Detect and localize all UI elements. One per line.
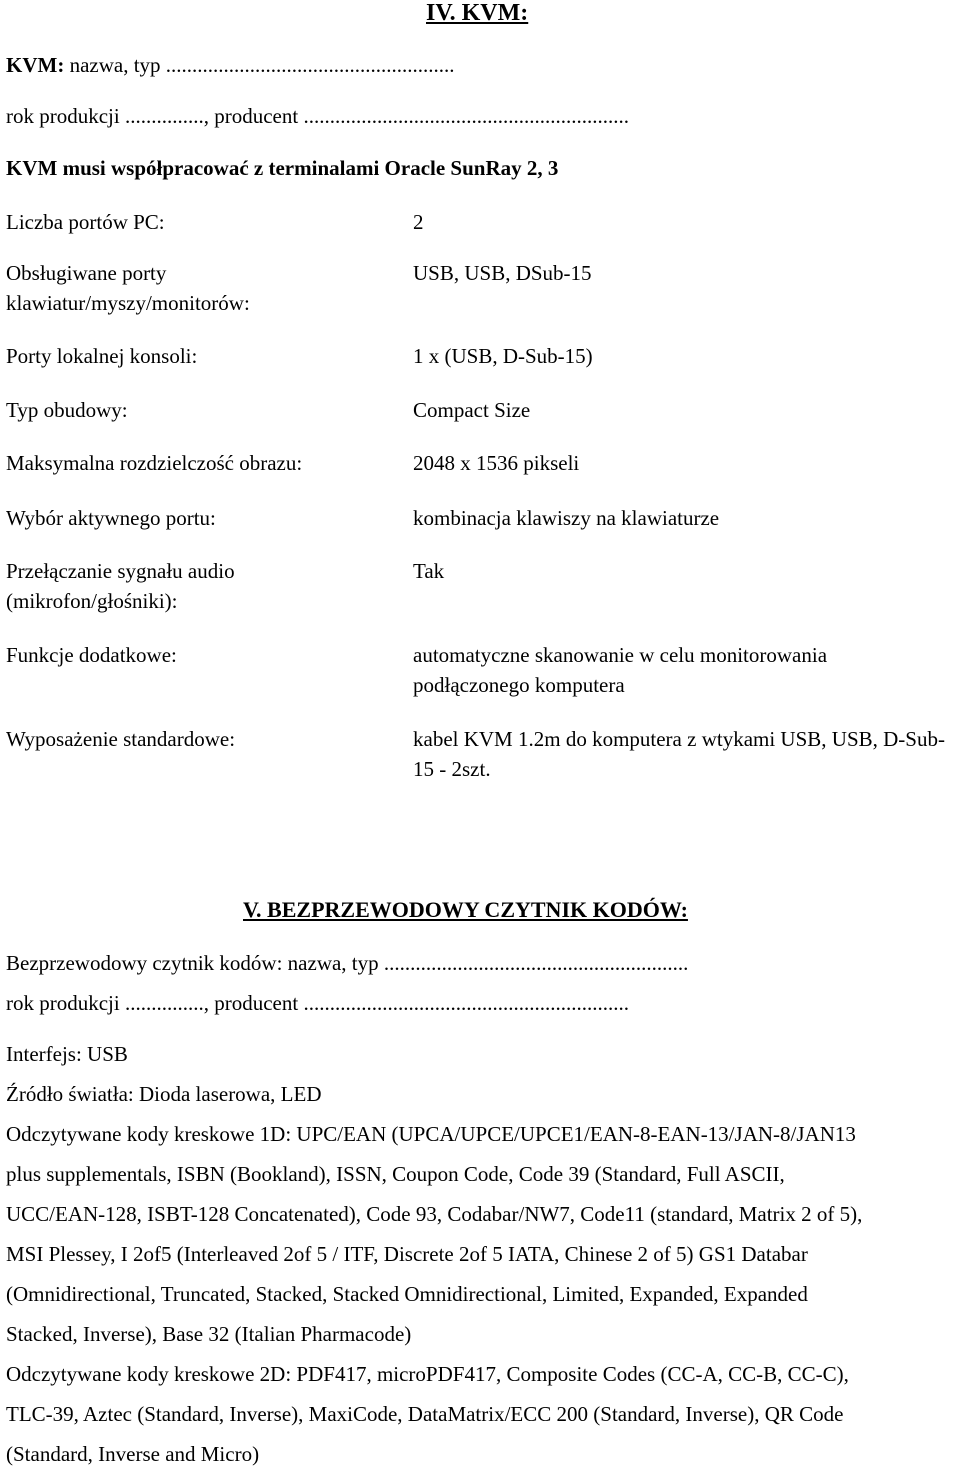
codes-1d-line: (Omnidirectional, Truncated, Stacked, Stacked Omnidirectional, Limited, Expanded, Expanded [6,1282,808,1306]
spec-value-audio-switching: Tak [413,559,445,583]
spec-value-max-resolution: 2048 x 1536 pikseli [413,451,580,475]
spec-value-enclosure: Compact Size [413,398,531,422]
codes-2d-line: TLC-39, Aztec (Standard, Inverse), MaxiCode, DataMatrix/ECC 200 (Standard, Inverse), QR Code [6,1402,844,1426]
spec-value-port-selection: kombinacja klawiszy na klawiaturze [413,506,720,530]
spec-label-max-resolution: Maksymalna rozdzielczość obrazu: [6,451,303,475]
scanner-name-line: Bezprzewodowy czytnik kodów: nazwa, typ .......................................................... [6,951,689,975]
scanner-heading: V. BEZPRZEWODOWY CZYTNIK KODÓW: [243,897,688,922]
scanner-year-line: rok produkcji ..............., producent .............................................................. [6,991,629,1015]
kvm-compat-requirement: KVM musi współpracować z terminalami Oracle SunRay 2, 3 [6,156,559,180]
spec-label-enclosure: Typ obudowy: [6,398,128,422]
kvm-name-label: KVM: [6,53,65,77]
kvm-name-field: nazwa, typ ....................................................... [64,53,455,77]
spec-label-local-console: Porty lokalnej konsoli: [6,344,198,368]
spec-label-audio-switching: Przełączanie sygnału audio (mikrofon/głośniki): [6,559,235,613]
spec-label-standard-equipment: Wyposażenie standardowe: [6,727,236,751]
spec-value-pc-ports: 2 [413,210,424,234]
codes-1d-line: Stacked, Inverse), Base 32 (Italian Pharmacode) [6,1322,412,1346]
kvm-name-line [6,50,455,80]
spec-label-pc-ports: Liczba portów PC: [6,210,165,234]
codes-2d-line: (Standard, Inverse and Micro) [6,1442,260,1466]
codes-1d-line: Odczytywane kody kreskowe 1D: UPC/EAN (UPCA/UPCE/UPCE1/EAN-8-EAN-13/JAN-8/JAN13 [6,1122,856,1146]
scanner-interface: Interfejs: USB [6,1042,128,1066]
codes-1d-line: UCC/EAN-128, ISBT-128 Concatenated), Code 93, Codabar/NW7, Code11 (standard, Matrix 2 of 5), [6,1202,863,1226]
codes-1d-line: plus supplementals, ISBN (Bookland), ISSN, Coupon Code, Code 39 (Standard, Full ASCII, [6,1162,785,1186]
scanner-light-source: Źródło światła: Dioda laserowa, LED [6,1082,322,1106]
spec-label-supported-ports: Obsługiwane porty klawiatur/myszy/monitorów: [6,261,250,315]
kvm-year-line: rok produkcji ..............., producent .............................................................. [6,104,629,128]
spec-value-supported-ports: USB, USB, DSub-15 [413,261,592,285]
codes-1d-line: MSI Plessey, I 2of5 (Interleaved 2of 5 / ITF, Discrete 2of 5 IATA, Chinese 2 of 5) GS1 Databar [6,1242,808,1266]
spec-value-standard-equipment: kabel KVM 1.2m do komputera z wtykami USB, USB, D-Sub-15 - 2szt. [413,727,945,781]
spec-label-port-selection: Wybór aktywnego portu: [6,506,216,530]
spec-value-local-console: 1 x (USB, D-Sub-15) [413,344,593,368]
spec-value-extra-functions: automatyczne skanowanie w celu monitorowania podłączonego komputera [413,643,828,697]
codes-2d-line: Odczytywane kody kreskowe 2D: PDF417, microPDF417, Composite Codes (CC-A, CC-B, CC-C), [6,1362,849,1386]
spec-label-extra-functions: Funkcje dodatkowe: [6,643,177,667]
kvm-heading: IV. KVM: [426,0,529,26]
